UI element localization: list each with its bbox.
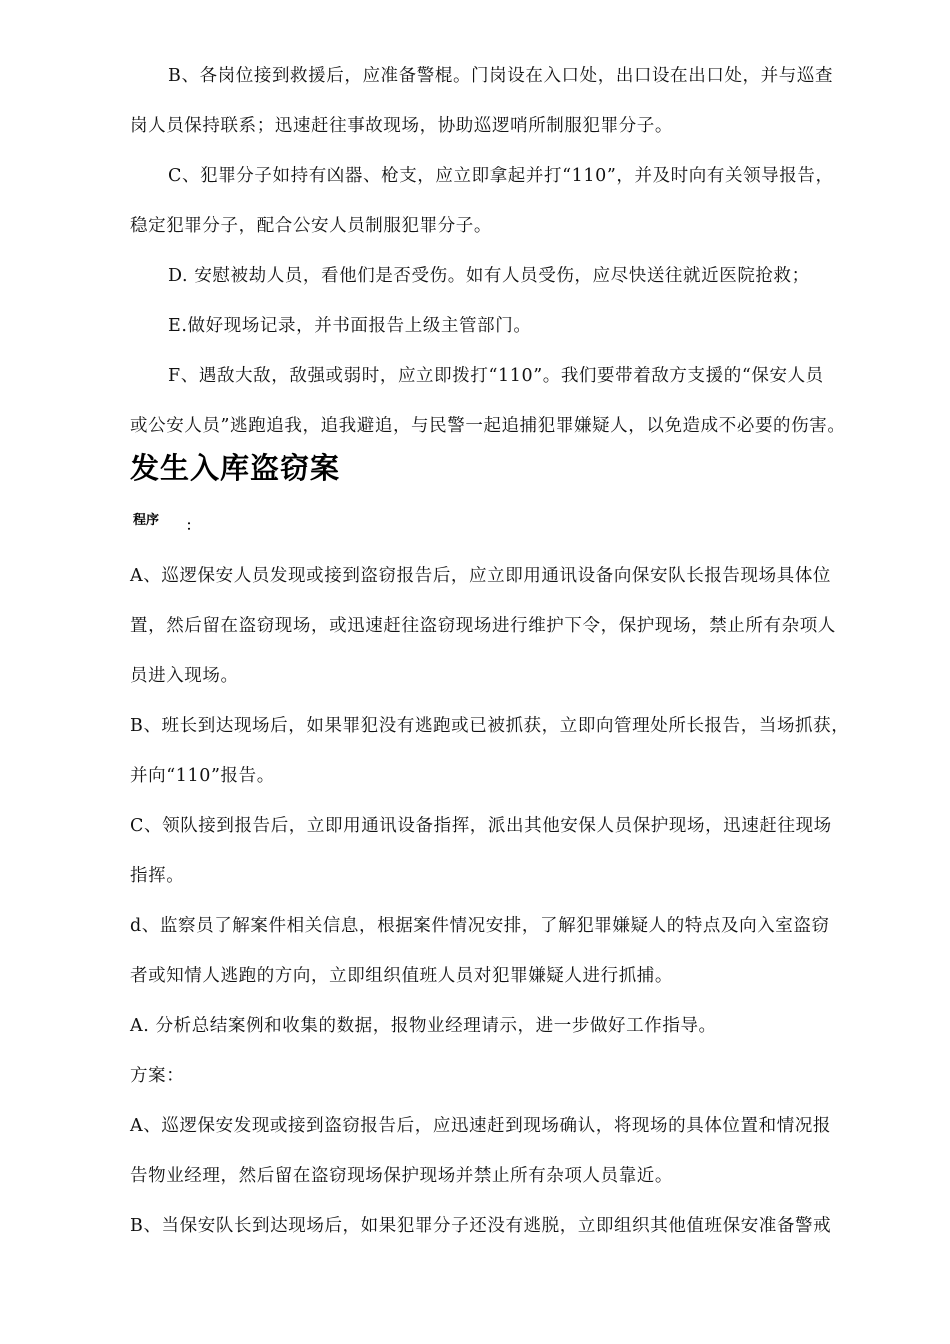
paragraph-b-line-1: B、各岗位接到救援后，应准备警棍。门岗设在入口处，出口设在出口处，并与巡查 [168, 66, 834, 86]
paragraph-f-line-2: 或公安人员”逃跑追我，追我避追，与民警一起追捕犯罪嫌疑人，以免造成不必要的伤害。 [130, 416, 846, 436]
paragraph-c-line-2: 稳定犯罪分子，配合公安人员制服犯罪分子。 [130, 216, 492, 236]
plan-b-line-1: B、当保安队长到达现场后，如果犯罪分子还没有逃脱，立即组织其他值班保安准备警戒 [130, 1216, 832, 1236]
paragraph-c-line-1: C、犯罪分子如持有凶器、枪支，应立即拿起并打“110”，并及时向有关领导报告， [168, 166, 834, 186]
procedure-a-line-3: 员进入现场。 [130, 666, 239, 686]
procedure-c-line-1: C、领队接到报告后，立即用通讯设备指挥，派出其他安保人员保护现场，迅速赶往现场 [130, 816, 832, 836]
plan-label: 方案： [130, 1066, 185, 1086]
procedure-label: 程序 [133, 513, 160, 528]
procedure-d-line-2: 者或知情人逃跑的方向，立即组织值班人员对犯罪嫌疑人进行抓捕。 [130, 966, 673, 986]
procedure-a-line-1: A、巡逻保安人员发现或接到盗窃报告后，应立即用通讯设备向保安队长报告现场具体位 [130, 566, 832, 586]
procedure-b-line-2: 并向“110”报告。 [130, 766, 275, 786]
procedure-c-line-2: 指挥。 [130, 866, 185, 886]
paragraph-f-line-1: F、遇敌大敌，敌强或弱时，应立即拨打“110”。我们要带着敌方支援的“保安人员 [168, 366, 824, 386]
procedure-d-line-1: d、监察员了解案件相关信息，根据案件情况安排，了解犯罪嫌疑人的特点及向入室盗窃 [130, 916, 830, 936]
paragraph-d-line-1: D. 安慰被劫人员，看他们是否受伤。如有人员受伤，应尽快送往就近医院抢救； [168, 266, 810, 286]
plan-a-line-2: 告物业经理，然后留在盗窃现场保护现场并禁止所有杂项人员靠近。 [130, 1166, 673, 1186]
paragraph-b-line-2: 岗人员保持联系；迅速赶往事故现场，协助巡逻哨所制服犯罪分子。 [130, 116, 673, 136]
plan-a-line-1: A、巡逻保安发现或接到盗窃报告后，应迅速赶到现场确认，将现场的具体位置和情况报 [130, 1116, 832, 1136]
procedure-a2-line-1: A. 分析总结案例和收集的数据，报物业经理请示，进一步做好工作指导。 [130, 1016, 717, 1036]
procedure-colon: ： [186, 519, 200, 534]
procedure-b-line-1: B、班长到达现场后，如果罪犯没有逃跑或已被抓获，立即向管理处所长报告，当场抓获， [130, 716, 850, 736]
paragraph-e-line-1: E.做好现场记录，并书面报告上级主管部门。 [168, 316, 532, 336]
section-heading: 发生入库盗窃案 [130, 451, 341, 485]
procedure-a-line-2: 置，然后留在盗窃现场，或迅速赶往盗窃现场进行维护下令，保护现场，禁止所有杂项人 [130, 616, 836, 636]
